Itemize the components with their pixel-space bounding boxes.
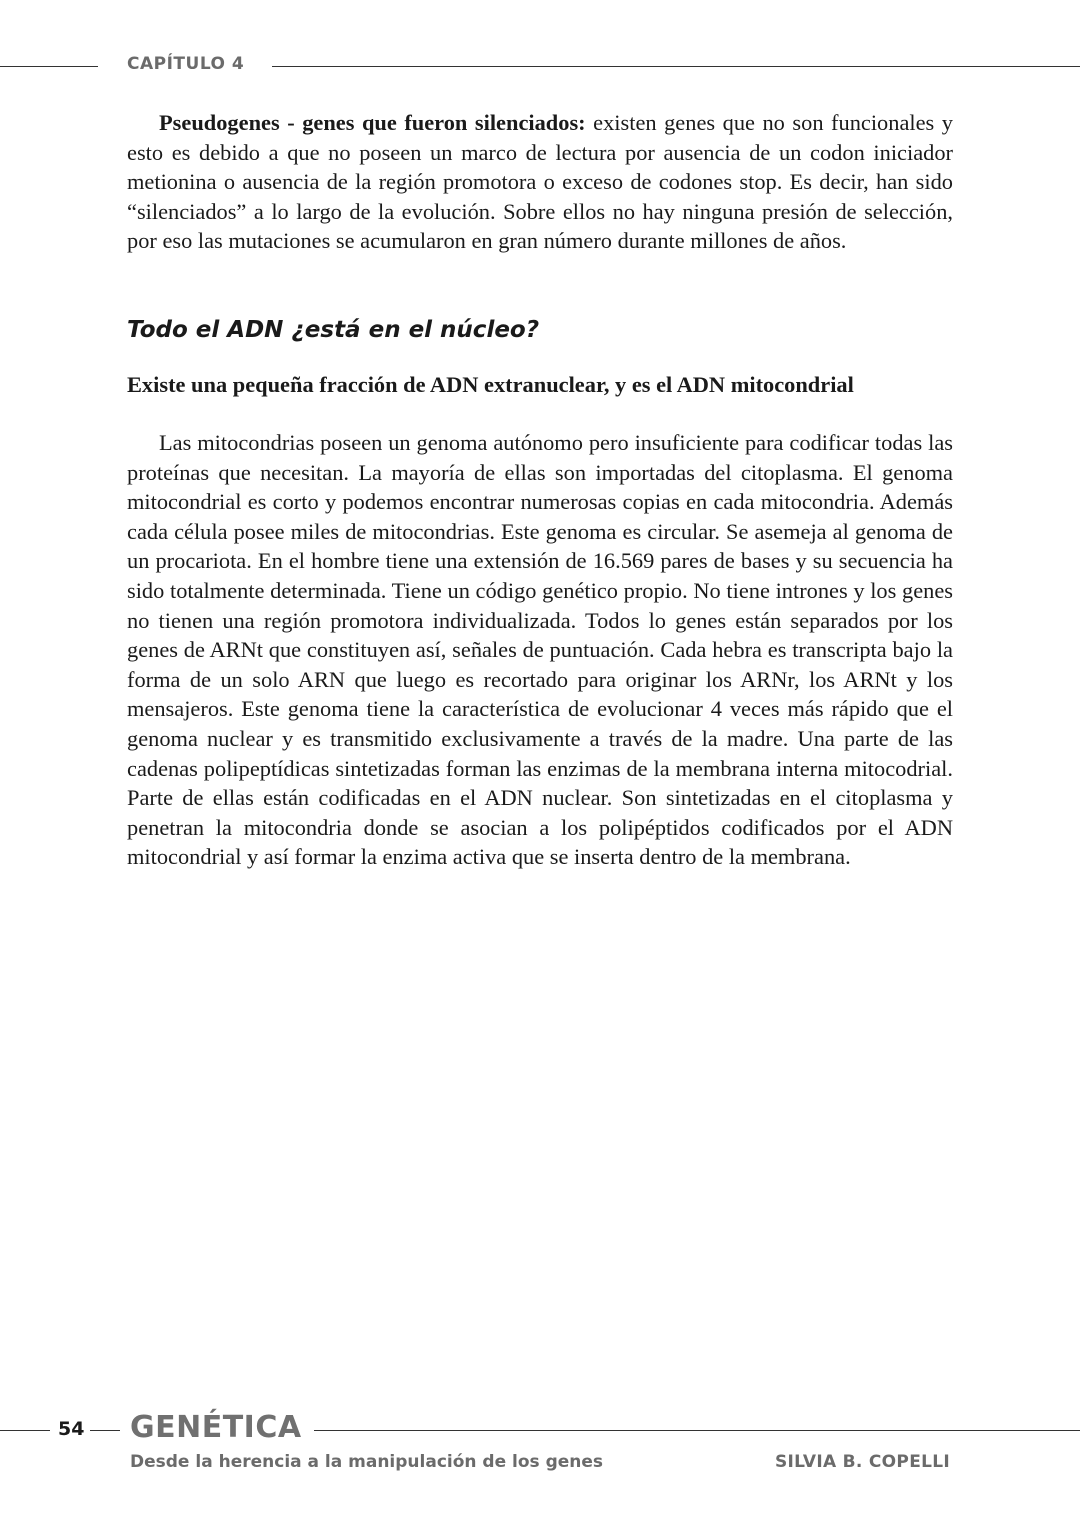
pseudogenes-text: existen genes que no son funcionales y esto es debido a que no poseen un marco de lectura por ausencia de un codon iniciador metionina o ausencia de la región promotora o exceso de codones stop. Es decir, han sido “silenciados” a lo largo de la evolución. Sobre ellos no hay ninguna presión de selección, por eso las mutaciones se acumularon en gran número durante millones de años.: [127, 110, 953, 254]
pseudogenes-term: Pseudogenes - genes que fueron silenciados:: [159, 110, 586, 135]
author-name: SILVIA B. COPELLI: [774, 1452, 950, 1472]
book-subtitle: Desde la herencia a la manipulación de los genes: [130, 1452, 604, 1472]
footer-rule-right: [314, 1430, 1080, 1431]
header-rule-right: [272, 66, 1080, 67]
header-rule-left: [0, 66, 98, 67]
page-number: 54: [58, 1418, 85, 1440]
chapter-label: CAPÍTULO 4: [127, 54, 245, 74]
mitochondria-paragraph: Las mitocondrias poseen un genoma autónomo pero insuficiente para codificar todas las proteínas que necesitan. La mayoría de ellas son importadas del citoplasma. El genoma mitocondrial es corto y podemos encontrar numerosas copias en cada mitocondria. Además cada célula posee miles de mitocondrias. Este genoma es circular. Se asemeja al genoma de un procariota. En el hombre tiene una extensión de 16.569 pares de bases y su secuencia ha sido totalmente determinada. Tiene un código genético propio. No tiene intrones y los genes no tienen una región promotora individualizada. Todos lo genes están separados por los genes de ARNt que constituyen así, señales de puntuación. Cada hebra es transcripta bajo la forma de un solo ARN que luego es recortado para originar los ARNr, los ARNt y los mensajeros. Este genoma tiene la característica de evolucionar 4 veces más rápido que el genoma nuclear y es transmitido exclusivamente a través de la madre. Una parte de las cadenas polipeptídicas sintetizadas forman las enzimas de la membrana interna mitocodrial. Parte de ellas están codificadas en el ADN nuclear. Son sintetizadas en el citoplasma y penetran la mitocondria donde se asocian a los polipéptidos codificados por el ADN mitocondrial y así formar la enzima activa que se inserta dentro de la membrana.: [127, 429, 953, 870]
footer-rule-left: [0, 1430, 50, 1431]
subheading: Existe una pequeña fracción de ADN extranuclear, y es el ADN mitocondrial: [127, 371, 854, 397]
page-content: [127, 108, 953, 872]
book-title: GENÉTICA: [130, 1410, 302, 1445]
pseudogenes-paragraph: [127, 108, 953, 256]
footer-rule-mid: [90, 1430, 120, 1431]
section-heading: Todo el ADN ¿está en el núcleo?: [127, 316, 540, 343]
